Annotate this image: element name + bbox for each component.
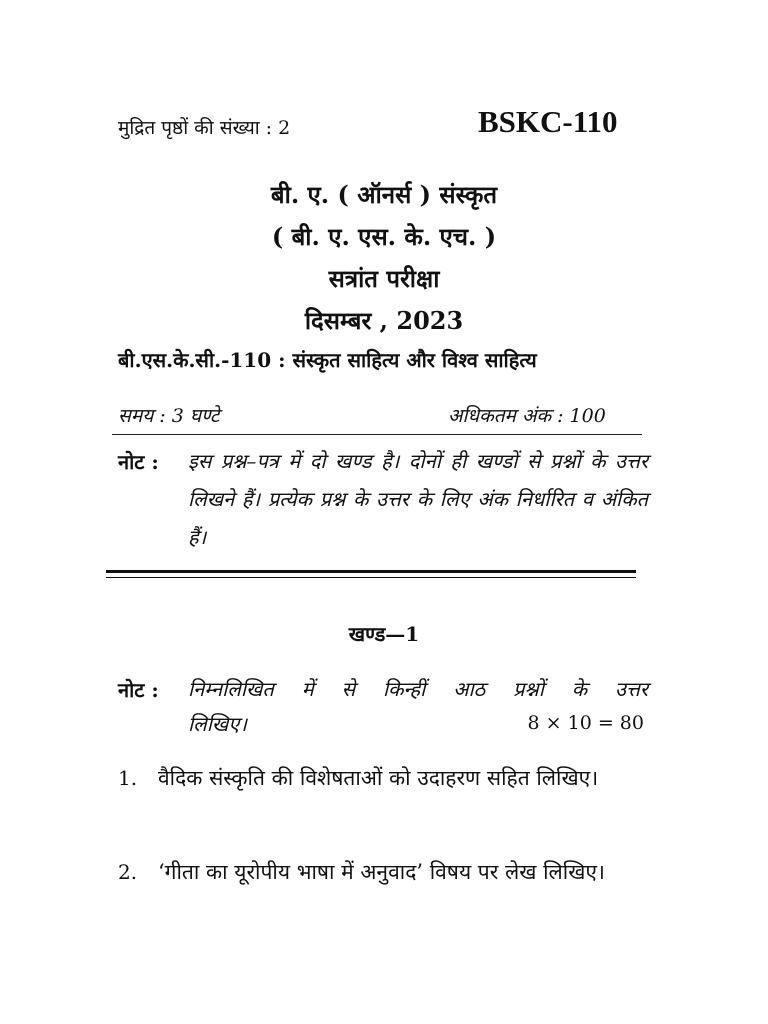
exam-title-line3: सत्रांत परीक्षा bbox=[328, 264, 440, 293]
divider-double-bottom bbox=[106, 577, 636, 578]
subject-title: बी.एस.के.सी.-110 : संस्कृत साहित्य और विश्व साहित्य bbox=[118, 348, 537, 372]
divider-thin bbox=[112, 434, 642, 435]
general-note-label: नोट : bbox=[118, 450, 159, 474]
section-note-line1: निम्नलिखित में से किन्हीं आठ प्रश्नों के उत्तर bbox=[188, 677, 648, 701]
marks-formula: 8 × 10 = 80 bbox=[527, 712, 644, 734]
question-number: 1. bbox=[118, 766, 138, 790]
course-code: BSKC-110 bbox=[478, 104, 618, 139]
question-number: 2. bbox=[118, 860, 138, 884]
exam-date: दिसम्बर , 2023 bbox=[304, 306, 464, 335]
section-heading: खण्ड—1 bbox=[348, 622, 420, 646]
question-text: वैदिक संस्कृति की विशेषताओं को उदाहरण सहित लिखिए। bbox=[158, 766, 599, 790]
section-note-line2-text: लिखिए। bbox=[188, 712, 247, 736]
max-marks: अधिकतम अंक : 100 bbox=[448, 405, 606, 427]
question-text: ‘गीता का यूरोपीय भाषा में अनुवाद’ विषय पर लेख लिखिए। bbox=[158, 860, 605, 884]
exam-title-line1: बी. ए. ( ऑनर्स ) संस्कृत bbox=[270, 180, 498, 209]
exam-title-line2: ( बी. ए. एस. के. एच. ) bbox=[271, 222, 497, 251]
exam-duration: समय : 3 घण्टे bbox=[118, 405, 220, 427]
general-note-text: इस प्रश्न–पत्र में दो खण्ड है। दोनों ही खण्डों से प्रश्नों के उत्तर लिखने हैं। प्रत्येक प्रश्न के उत्तर के लिए अंक निर्धारित व अंकित हैं। bbox=[188, 449, 648, 549]
section-note-label: नोट : bbox=[118, 678, 159, 702]
section-note-line2 bbox=[188, 710, 644, 737]
printed-pages-count: मुद्रित पृष्ठों की संख्या : 2 bbox=[118, 117, 291, 139]
divider-double-top bbox=[106, 570, 636, 573]
